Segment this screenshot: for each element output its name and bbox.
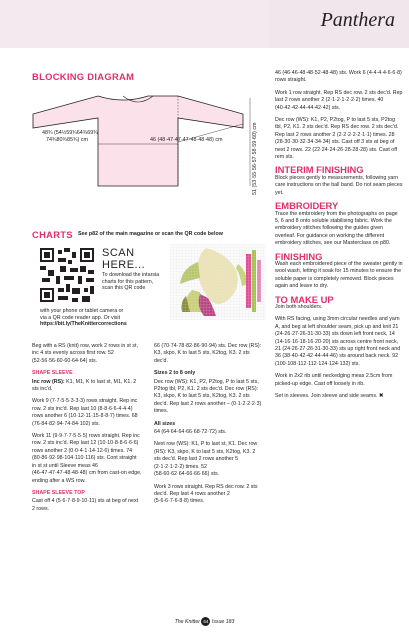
scan-instructions: To download the intarsia charts for this pattern, scan this QR code	[102, 272, 160, 292]
col2-para2: Dec row (WS): K1, P2, P2tog, P to last 5 sts, P2tog tbl, P2, K1. 2 sts dec'd. Dec row (RS): K3, skpo, K to last 5 sts, K2tog, K3. 2 sts dec'd. Rep last 2 rows another – (0·1·2·2·2·3) times.	[154, 378, 262, 415]
scan-title-line2: HERE...	[102, 258, 146, 271]
charts-note: See p82 of the main magazine or scan the QR code below	[78, 231, 223, 237]
inc-row-text: K1, M1, K to last st, M1, K1. 2 sts inc'd.	[32, 378, 137, 393]
scan-alt-line2: via a QR code reader app. Or visit	[40, 314, 121, 321]
sleeve-measure: 46 (48·47·47·47·48·48·48) cm	[150, 137, 223, 143]
charts-heading: CHARTS	[32, 229, 73, 240]
inc-row-label: Inc row (RS):	[32, 378, 65, 385]
col3-para8: With RS facing, using 3mm circular needles and yarn A, and beg at left shoulder seam, pick up and knit 21 (24·26·27·26·31·30·33) sts down left front neck, 14 (14·16·16·18·16·20·20) sts across centre front neck, 21 (24·26·27·26·31·30·33) sts up right front neck and 36 (38·40·42·42·44·44·46) sts around back neck. 92 (100·108·112·112·124·124·132) sts.	[275, 316, 401, 367]
col3-para10: Set in sleeves. Join sleeve and side seams. ✖	[275, 393, 384, 400]
col2-para4: Next row (WS): K1, P to last st, K1. Dec row (RS): K3, skpo, K to last 5 sts, K2tog, K3. 2 sts dec'd. Rep last 2 rows another 5 (2·1·2·1·2·2) times. 52 (58·60·62·64·66·66·66) sts.	[154, 441, 258, 478]
col2-para5: Work 3 rows straight. Rep RS dec row. 2 sts dec'd. Rep last 4 rows another 2 (5·6·6·7·6·8·8) times.	[154, 483, 258, 505]
qr-code-icon[interactable]	[38, 246, 96, 304]
shape-sleeve-top-heading: SHAPE SLEEVE TOP	[32, 489, 85, 496]
col3-para6: Wash each embroidered piece of the sweater gently in wool wash, letting it soak for 15 minutes to ensure the soluble paper is completely removed. Block pieces again and leave to dry.	[275, 260, 403, 290]
col3-para2: Work 1 row straight. Rep RS dec row. 2 sts dec'd. Rep last 2 rows another 2 (2·1·2·1·2·2·2) times. 40 (40·42·42·44·44·42·42) sts.	[275, 89, 403, 111]
column-left	[32, 343, 142, 518]
page-title: Panthera	[320, 9, 395, 31]
page-number: 64	[203, 619, 209, 624]
col1-para2	[32, 379, 142, 394]
col1-para4: Work 11 (9·9·7·7·5·5·5) rows straight. Rep inc row. 2 sts inc'd. Rep last 12 (10·10·8·8·6·6·6) rows another 2 (0·0·4·1·14·12·6) times. 74 (80·86·92·98·104·110·116) sts. Cont straight in st st until Sleeve meas 46 (46·47·47·47·48·48·48) cm from cast-on edge, ending after a WS row.	[32, 433, 142, 484]
col2-para1: 66 (70·74·78·82·86·90·94) sts. Dec row (RS): K3, skpo, K to last 5 sts, K2tog, K3. 2 sts dec'd.	[154, 343, 262, 364]
chest-measure-cont: 74¾80¾85¾) cm	[46, 137, 88, 143]
column-middle	[154, 343, 262, 511]
sizes-2-8-heading: Sizes 2 to 8 only	[154, 370, 196, 377]
col2-para3: 64 (64·64·64·66·68·72·72) sts.	[154, 429, 227, 436]
magazine-name: The Knitter	[174, 618, 200, 625]
shape-sleeve-heading: SHAPE SLEEVE	[32, 370, 73, 377]
column-right	[275, 70, 403, 405]
scan-alt-text	[40, 308, 170, 328]
issue-number: Issue 183	[211, 618, 235, 625]
finishing-heading: FINISHING	[275, 250, 323, 262]
intarsia-chart-thumbnail	[170, 244, 266, 320]
col3-para7: Join both shoulders.	[275, 303, 323, 310]
scan-alt-line1: with your phone or tablet camera or	[40, 308, 124, 314]
chest-measure: 48¾ (54½59¾64¾69¾	[42, 130, 98, 136]
col3-para1: 46 (46·46·48·48·52·48·48) sts. Work 6 (4·4·4·4·6·6·8) rows straight.	[275, 70, 402, 84]
sweater-diagram	[28, 88, 253, 198]
col1-para5: Cast off 4 (5·6·7·8·9·10·11) sts at beg of next 2 rows.	[32, 498, 139, 512]
page-footer	[0, 617, 409, 626]
all-sizes-heading: All sizes	[154, 420, 176, 427]
col3-para5: Trace the embroidery from the photographs on page 5, 6 and 8 onto soluble stabilising fabric. Work the embroidery stitches following the guides given overleaf. For guidance on working the different embroidery stitches, see our Masterclass on p80.	[275, 210, 398, 247]
corrections-link[interactable]: https://bit.ly/TheKnittercorrections	[40, 321, 127, 328]
col3-para4: Block pieces gently to measurements, following yarn care instructions on the ball band. Do not seam pieces yet.	[275, 174, 403, 196]
scan-title	[102, 248, 145, 271]
length-measure: 51 (53·55·56·57·58·59·60) cm	[252, 122, 258, 195]
scan-title-line1: SCAN	[102, 247, 135, 259]
col1-para1: Beg with a RS (knit) row, work 2 rows in st st, inc 4 sts evenly across first row. 52 (52·56·56·60·60·64·64) sts.	[32, 343, 138, 364]
col3-para9: Work in 2x2 rib until neckedging meas 2.5cm from picked-up edge. Cast off loosely in rib.	[275, 373, 393, 387]
interim-finishing-heading: INTERIM FINISHING	[275, 164, 364, 176]
to-make-up-heading: TO MAKE UP	[275, 293, 334, 305]
col1-para3: Work 9 (7·7·5·5·3·3·3) rows straight. Rep inc row. 2 sts inc'd. Rep last 10 (8·8·6·6·4·4·4) rows another 6 (10·12·11·15·8·8·7) times. 68 (76·84·82·94·74·84·102) sts.	[32, 398, 138, 427]
col3-para3: Dec row (WS): K1, P2, P2tog, P to last 5 sts, P2tog tbl, P2, K1. 2 sts dec'd. Rep RS dec row. 2 sts dec'd. Rep last 2 rows another 2 (2·2·2·2·2·1·1) times. 28 (28·30·30·32·34·34·34) sts. Cast off 3 sts at beg of next 2 rows. 22 (22·24·24·26·28·28·28) sts. Cast off rem sts.	[275, 117, 399, 161]
blocking-diagram-heading: BLOCKING DIAGRAM	[32, 71, 135, 82]
embroidery-heading: EMBROIDERY	[275, 200, 339, 212]
